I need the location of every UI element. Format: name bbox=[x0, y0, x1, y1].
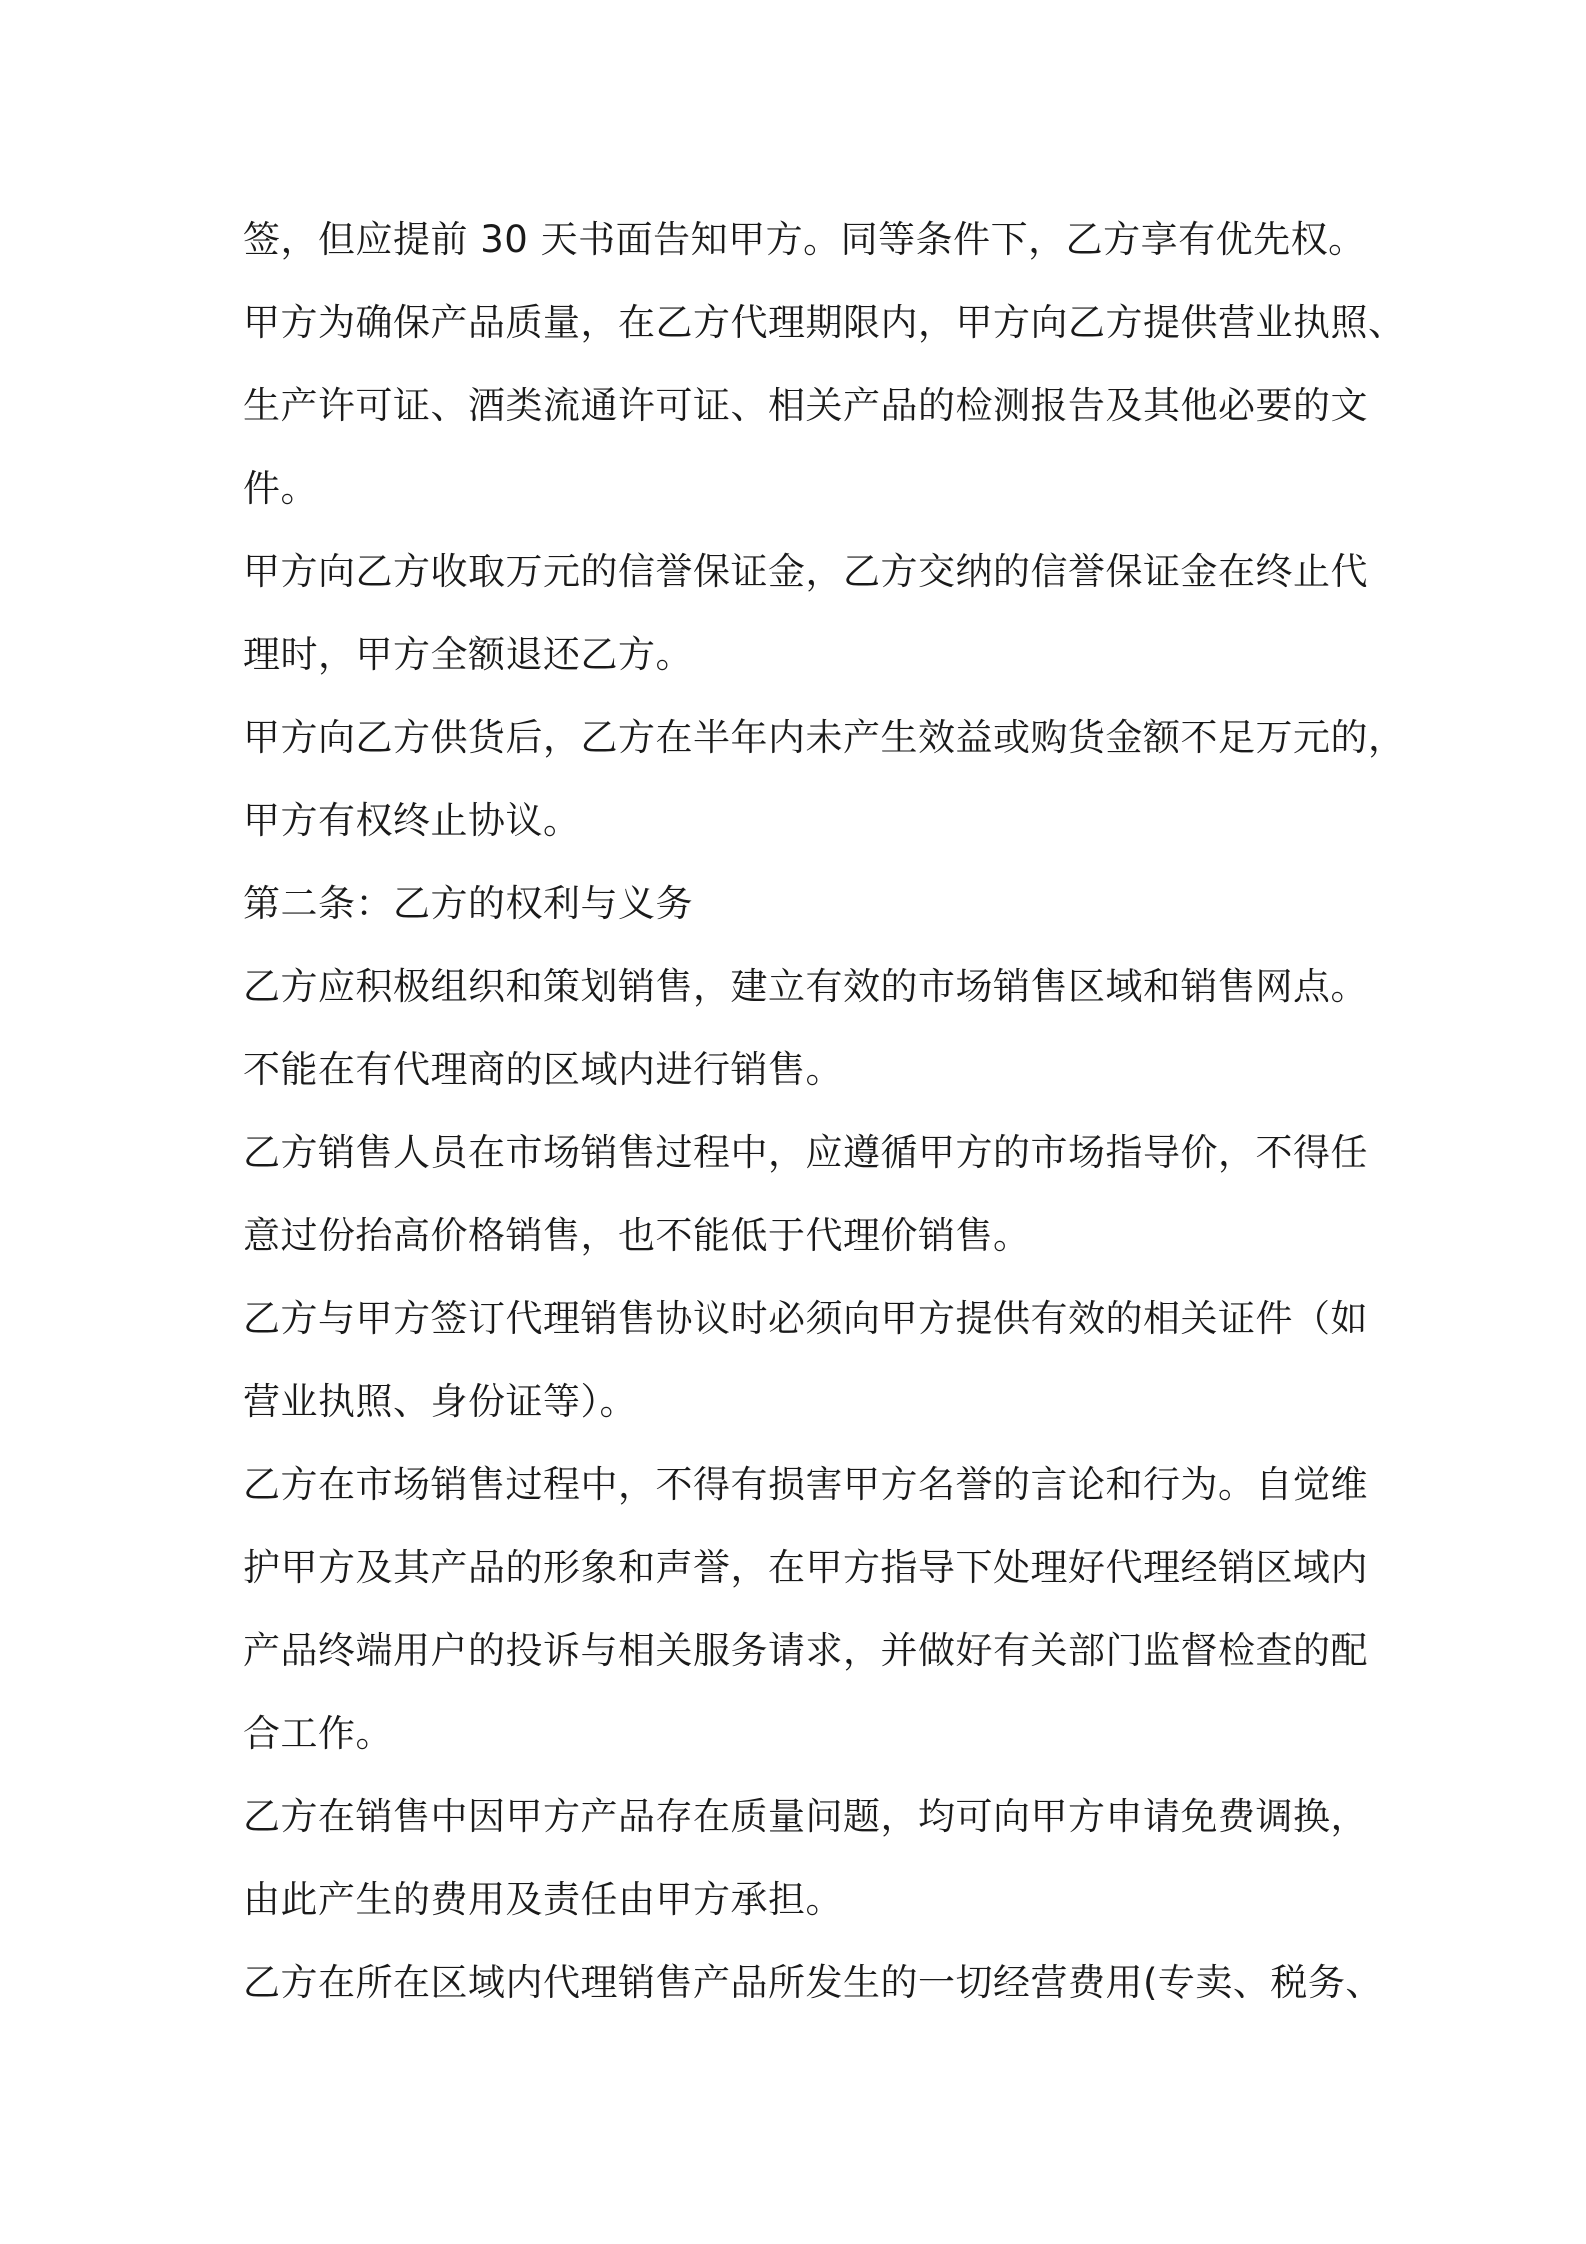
text-line: 甲方有权终止协议。 bbox=[243, 799, 581, 842]
text-line: 生产许可证、酒类流通许可证、相关产品的检测报告及其他必要的文 bbox=[243, 384, 1368, 427]
text-line: 甲方向乙方收取万元的信誉保证金，乙方交纳的信誉保证金在终止代 bbox=[243, 550, 1368, 593]
text-line: 签，但应提前 30 天书面告知甲方。同等条件下，乙方享有优先权。 bbox=[243, 218, 1366, 261]
text-line: 甲方为确保产品质量，在乙方代理期限内，甲方向乙方提供营业执照、 bbox=[243, 301, 1406, 344]
text-line: 乙方销售人员在市场销售过程中，应遵循甲方的市场指导价，不得任 bbox=[243, 1131, 1368, 1174]
section-heading: 第二条：乙方的权利与义务 bbox=[243, 882, 693, 925]
text-line: 乙方在销售中因甲方产品存在质量问题，均可向甲方申请免费调换， bbox=[243, 1795, 1368, 1838]
text-line: 理时，甲方全额退还乙方。 bbox=[243, 633, 693, 676]
text-line: 不能在有代理商的区域内进行销售。 bbox=[243, 1048, 843, 1091]
text-line: 乙方在所在区域内代理销售产品所发生的一切经营费用(专卖、税务、 bbox=[243, 1961, 1383, 2004]
text-line: 产品终端用户的投诉与相关服务请求，并做好有关部门监督检查的配 bbox=[243, 1629, 1368, 1672]
text-line: 件。 bbox=[243, 467, 318, 510]
text-line: 乙方与甲方签订代理销售协议时必须向甲方提供有效的相关证件（如 bbox=[243, 1297, 1368, 1340]
text-line: 意过份抬高价格销售，也不能低于代理价销售。 bbox=[243, 1214, 1031, 1257]
text-line: 护甲方及其产品的形象和声誉，在甲方指导下处理好代理经销区域内 bbox=[243, 1546, 1368, 1589]
text-line: 营业执照、身份证等）。 bbox=[243, 1380, 637, 1423]
text-line: 甲方向乙方供货后，乙方在半年内未产生效益或购货金额不足万元的， bbox=[243, 716, 1406, 759]
document-body bbox=[243, 198, 1406, 2024]
text-line: 乙方应积极组织和策划销售，建立有效的市场销售区域和销售网点。 bbox=[243, 965, 1368, 1008]
text-line: 合工作。 bbox=[243, 1712, 393, 1755]
text-line: 乙方在市场销售过程中，不得有损害甲方名誉的言论和行为。自觉维 bbox=[243, 1463, 1368, 1506]
text-line: 由此产生的费用及责任由甲方承担。 bbox=[243, 1878, 843, 1921]
